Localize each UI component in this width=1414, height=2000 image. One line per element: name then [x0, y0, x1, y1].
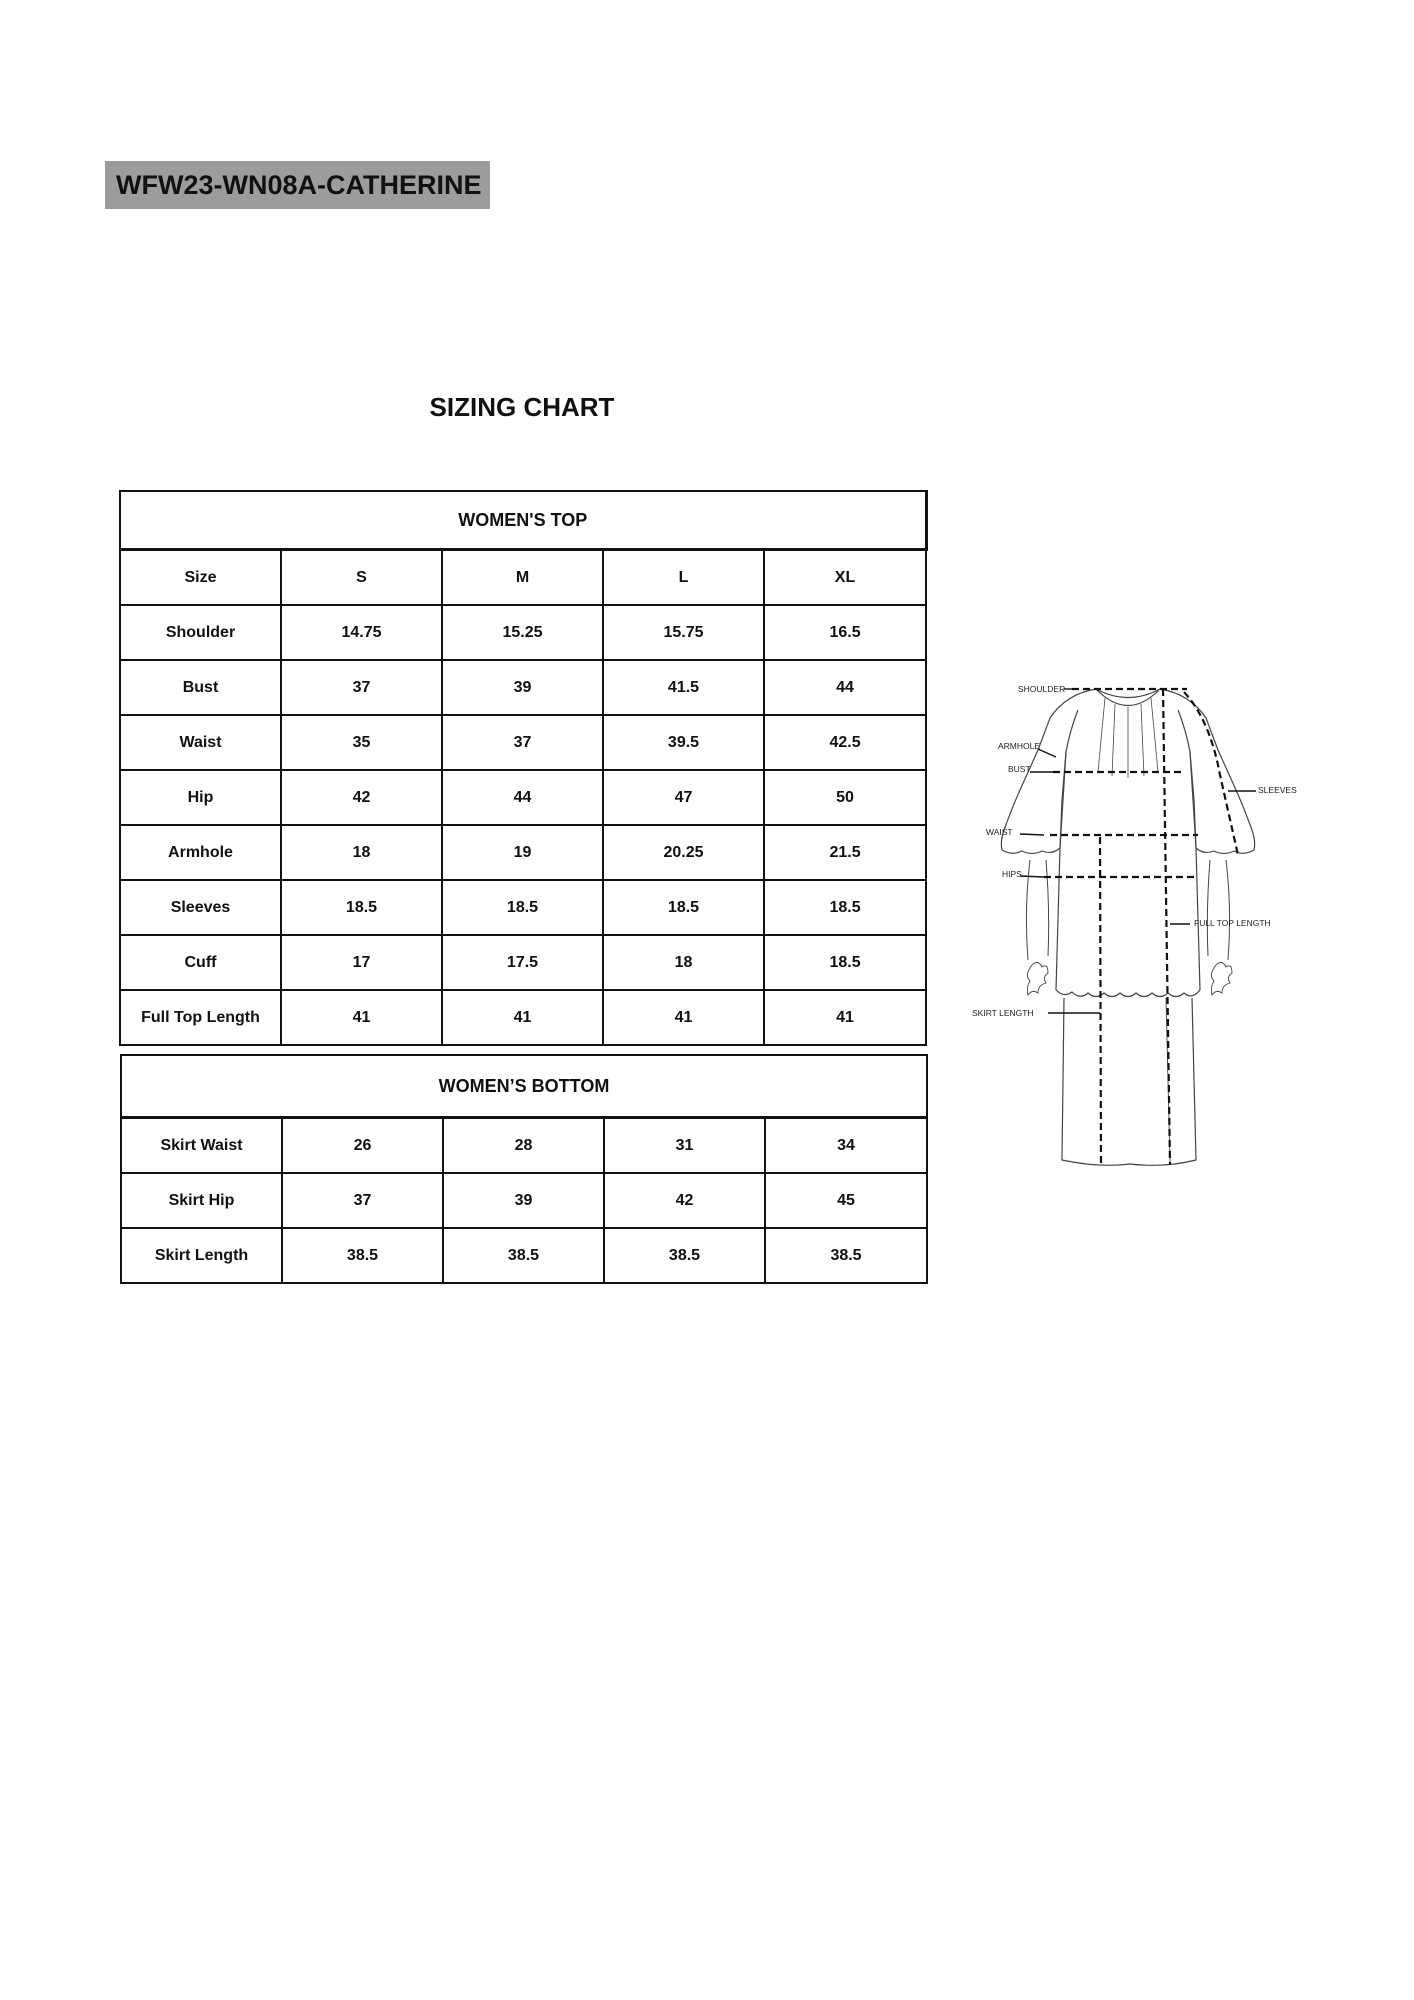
table-cell: 38.5	[443, 1228, 604, 1283]
row-label: Waist	[120, 715, 281, 770]
table-row	[121, 1228, 927, 1283]
row-label: Full Top Length	[120, 990, 281, 1045]
row-label: Cuff	[120, 935, 281, 990]
row-label: Skirt Waist	[121, 1118, 282, 1174]
table-cell: 41	[603, 990, 764, 1045]
table-cell: 37	[282, 1173, 443, 1228]
womens-bottom-table	[120, 1054, 928, 1284]
table-cell: 35	[281, 715, 442, 770]
row-label: Skirt Hip	[121, 1173, 282, 1228]
womens-top-table	[119, 490, 928, 1046]
table-cell: 39	[443, 1173, 604, 1228]
column-header: Size	[120, 550, 281, 606]
column-header: L	[603, 550, 764, 606]
table-cell: 38.5	[282, 1228, 443, 1283]
table-cell: 41	[764, 990, 926, 1045]
armhole-label: ARMHOLE	[998, 741, 1041, 751]
table-row	[120, 825, 926, 880]
row-label: Bust	[120, 660, 281, 715]
table-cell: 41	[442, 990, 603, 1045]
table-row	[120, 715, 926, 770]
style-code-label: WFW23-WN08A-CATHERINE	[105, 161, 490, 209]
table-row	[120, 880, 926, 935]
column-header: S	[281, 550, 442, 606]
table-cell: 17	[281, 935, 442, 990]
table-row	[121, 1173, 927, 1228]
table-cell: 18.5	[442, 880, 603, 935]
table-row	[120, 605, 926, 660]
table-cell: 15.75	[603, 605, 764, 660]
table-cell: 41.5	[603, 660, 764, 715]
table-cell: 44	[442, 770, 603, 825]
column-header: M	[442, 550, 603, 606]
table-cell: 34	[765, 1118, 927, 1174]
table-cell: 39.5	[603, 715, 764, 770]
row-label: Hip	[120, 770, 281, 825]
row-label: Sleeves	[120, 880, 281, 935]
table-cell: 18	[603, 935, 764, 990]
table-cell: 20.25	[603, 825, 764, 880]
table-cell: 42.5	[764, 715, 926, 770]
table-cell: 18.5	[281, 880, 442, 935]
page-title: SIZING CHART	[429, 392, 615, 422]
table-cell: 19	[442, 825, 603, 880]
table-cell: 18.5	[764, 935, 926, 990]
table-row	[120, 990, 926, 1045]
table-cell: 14.75	[281, 605, 442, 660]
table-cell: 21.5	[764, 825, 926, 880]
hips-label: HIPS	[1002, 869, 1022, 879]
skirt-length-label: SKIRT LENGTH	[972, 1008, 1034, 1018]
table-cell: 38.5	[604, 1228, 765, 1283]
table-cell: 28	[443, 1118, 604, 1174]
table-cell: 38.5	[765, 1228, 927, 1283]
table-cell: 47	[603, 770, 764, 825]
table-cell: 39	[442, 660, 603, 715]
sleeves-label: SLEEVES	[1258, 785, 1297, 795]
row-label: Shoulder	[120, 605, 281, 660]
table-cell: 37	[442, 715, 603, 770]
table-row	[120, 935, 926, 990]
table-row	[120, 770, 926, 825]
garment-measurement-sketch	[960, 680, 1320, 1280]
bust-label: BUST	[1008, 764, 1031, 774]
table-cell: 15.25	[442, 605, 603, 660]
shoulder-label: SHOULDER	[1018, 684, 1066, 694]
table-cell: 44	[764, 660, 926, 715]
table-cell: 42	[281, 770, 442, 825]
table-cell: 31	[604, 1118, 765, 1174]
table-cell: 42	[604, 1173, 765, 1228]
table-cell: 50	[764, 770, 926, 825]
table-cell: 17.5	[442, 935, 603, 990]
table-cell: 26	[282, 1118, 443, 1174]
womens-bottom-heading: WOMEN’S BOTTOM	[121, 1055, 927, 1118]
column-header: XL	[764, 550, 926, 606]
table-row	[121, 1118, 927, 1174]
full-top-length-label: FULL TOP LENGTH	[1194, 918, 1271, 928]
womens-top-heading: WOMEN'S TOP	[120, 491, 926, 550]
size-header-row	[120, 550, 926, 606]
table-cell: 18	[281, 825, 442, 880]
table-row	[120, 660, 926, 715]
table-cell: 18.5	[603, 880, 764, 935]
table-cell: 41	[281, 990, 442, 1045]
table-cell: 18.5	[764, 880, 926, 935]
table-cell: 37	[281, 660, 442, 715]
table-cell: 16.5	[764, 605, 926, 660]
row-label: Armhole	[120, 825, 281, 880]
table-cell: 45	[765, 1173, 927, 1228]
waist-label: WAIST	[986, 827, 1013, 837]
row-label: Skirt Length	[121, 1228, 282, 1283]
